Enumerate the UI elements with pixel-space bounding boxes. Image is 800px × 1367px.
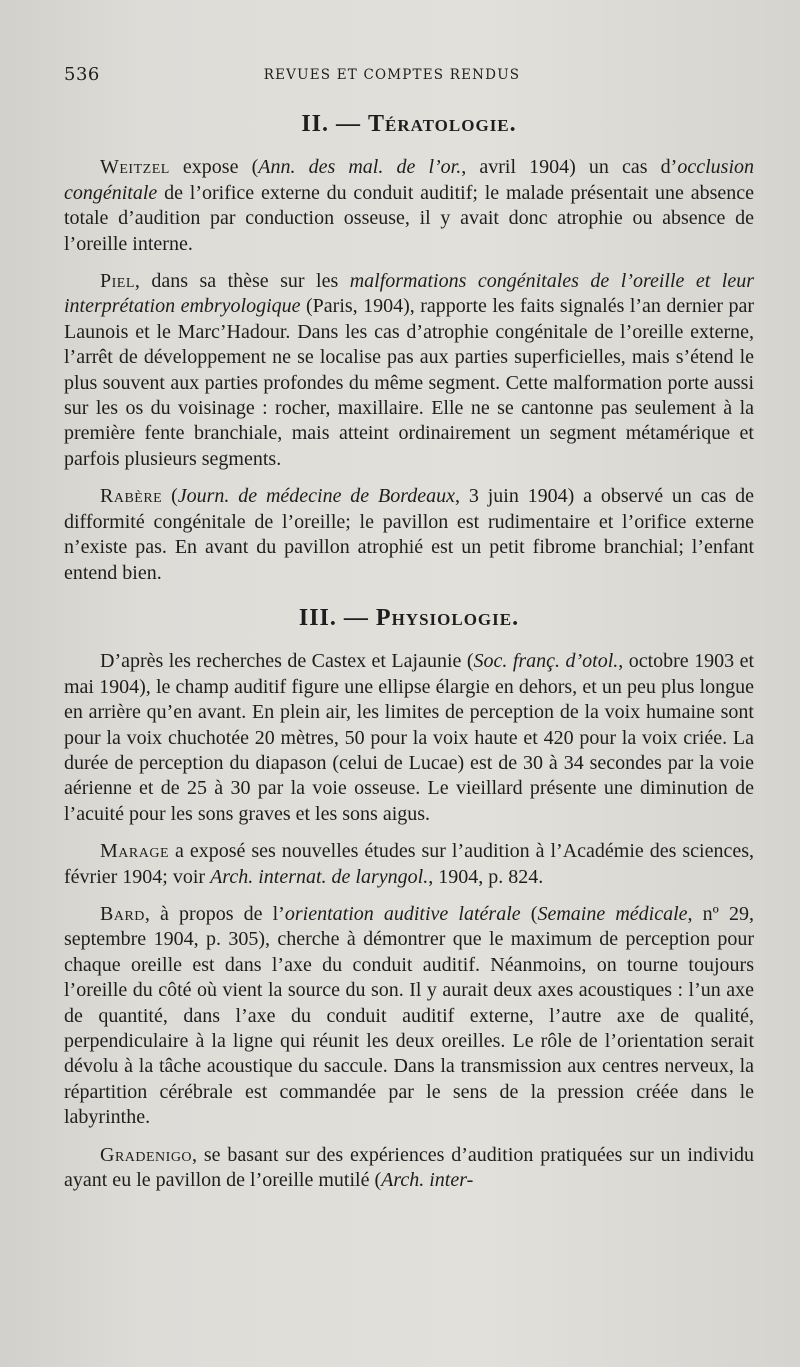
- page-body: [64, 112, 754, 1205]
- paragraph-marage: [64, 839, 754, 890]
- author-name: Piel: [100, 270, 135, 293]
- text-run: , 3 juin 1904) a observé un cas de difformité congénitale de l’oreille; le pavillon est rudimentaire et l’orifice externe n’existe pas. En avant du pavillon atrophié est un petit fibrome branchial; l’enfant entend bien.: [64, 485, 754, 584]
- running-head: REVUES ET COMPTES RENDUS: [263, 67, 521, 83]
- italic-citation: Semaine médicale: [537, 902, 688, 925]
- text-run: (: [520, 902, 538, 925]
- paragraph-bard: [64, 902, 754, 1131]
- section-heading-physiologie: [64, 606, 754, 631]
- italic-citation: Arch. inter-: [381, 1169, 474, 1192]
- paragraph-castex-lajaunie: [64, 649, 754, 827]
- page-header: [64, 64, 720, 88]
- section-number: III. —: [298, 604, 369, 631]
- text-run: (: [162, 485, 178, 508]
- italic-citation: Soc. franç. d’otol.: [473, 650, 619, 673]
- text-run: D’après les recherches de Castex et Lajaunie (: [100, 650, 474, 673]
- paragraph-weitzel: [64, 155, 754, 257]
- section-title: Tératologie.: [368, 111, 517, 137]
- text-run: , dans sa thèse sur les: [134, 270, 350, 293]
- text-run: , se basant sur des expériences d’audition pratiquées sur un individu ayant eu le pavillon de l’oreille mutilé (: [64, 1143, 754, 1192]
- text-run: (Paris, 1904), rapporte les faits signalés l’an dernier par Launois et le Marc’Hadour. Dans les cas d’atrophie congénitale de l’oreille externe, l’arrêt de développement ne se localise pas aux parties superficielles, mais s’étend le plus souvent aux parties profondes du même segment. Cette malformation porte aussi sur les os du voisinage : rocher, maxillaire. Elle ne se cantonne pas seulement à la première fente branchiale, mais atteint ordinairement un segment métamérique et parfois plusieurs segments.: [64, 295, 755, 470]
- text-run: , nº 29, septembre 1904, p. 305), cherche à démontrer que le maximum de perception pour chaque oreille est dans l’axe du conduit auditif. Néanmoins, on tourne toujours l’oreille du côté où vient la source du son. Il y aurait deux axes acoustiques : l’un axe de quantité, dans l’axe du conduit auditif externe, l’autre axe de qualité, perpendiculaire à la ligne qui réunit les deux oreilles. Le rôle de l’orientation serait dévolu à la tâche acoustique du saccule. Dans la transmission aux centres nerveux, la répartition cérébrale est commandée par le sens de la pression créée dans le labyrinthe.: [64, 902, 754, 1129]
- text-run: , octobre 1903 et mai 1904), le champ auditif figure une ellipse élargie en dehors, et un peu plus longue en arrière qu’en avant. En plein air, les limites de perception de la voix humaine sont pour la voix chuchotée 20 mètres, 50 pour la voix haute et 420 pour la voix criée. La durée de perception du diapason (celui de Lucae) est de 30 à 34 secondes par la voie aérienne et de 25 à 30 par la voie osseuse. Le vieillard présente une diminution de l’acuité pour les sons graves et les sons aigus.: [64, 650, 755, 825]
- italic-citation: Arch. internat. de laryngol.: [210, 865, 429, 888]
- italic-citation: Ann. des mal. de l’or.: [258, 156, 462, 179]
- text-run: , à propos de l’: [144, 902, 285, 925]
- paragraph-gradenigo: [64, 1143, 754, 1194]
- section-heading-teratologie: [64, 112, 754, 137]
- italic-term: occlusion congénitale: [64, 156, 754, 204]
- italic-title: malformations congénitales de l’oreille et leur interprétation embryologique: [64, 270, 754, 318]
- italic-term: orientation auditive latérale: [284, 902, 521, 925]
- author-name: Weitzel: [100, 156, 170, 179]
- author-name: Marage: [100, 840, 170, 863]
- text-run: expose (: [169, 156, 259, 179]
- text-run: , 1904, p. 824.: [428, 865, 544, 888]
- text-run: , avril 1904) un cas d’: [461, 156, 678, 179]
- author-name: Gradenigo: [100, 1143, 193, 1166]
- text-run: de l’orifice externe du conduit auditif; le malade présentait une absence totale d’audition par conduction osseuse, il y avait donc atrophie ou absence de l’oreille interne.: [64, 181, 754, 255]
- page-number: 536: [64, 64, 100, 85]
- paragraph-rabere: [64, 484, 754, 586]
- text-run: a exposé ses nouvelles études sur l’audition à l’Académie des sciences, février 1904; voir: [64, 840, 754, 888]
- paragraph-piel: [64, 269, 754, 472]
- author-name: Bard: [100, 902, 145, 925]
- section-title: Physiologie.: [375, 604, 520, 631]
- section-number: II. —: [301, 111, 362, 137]
- italic-citation: Journ. de médecine de Bordeaux: [177, 485, 456, 508]
- author-name: Rabère: [100, 485, 163, 508]
